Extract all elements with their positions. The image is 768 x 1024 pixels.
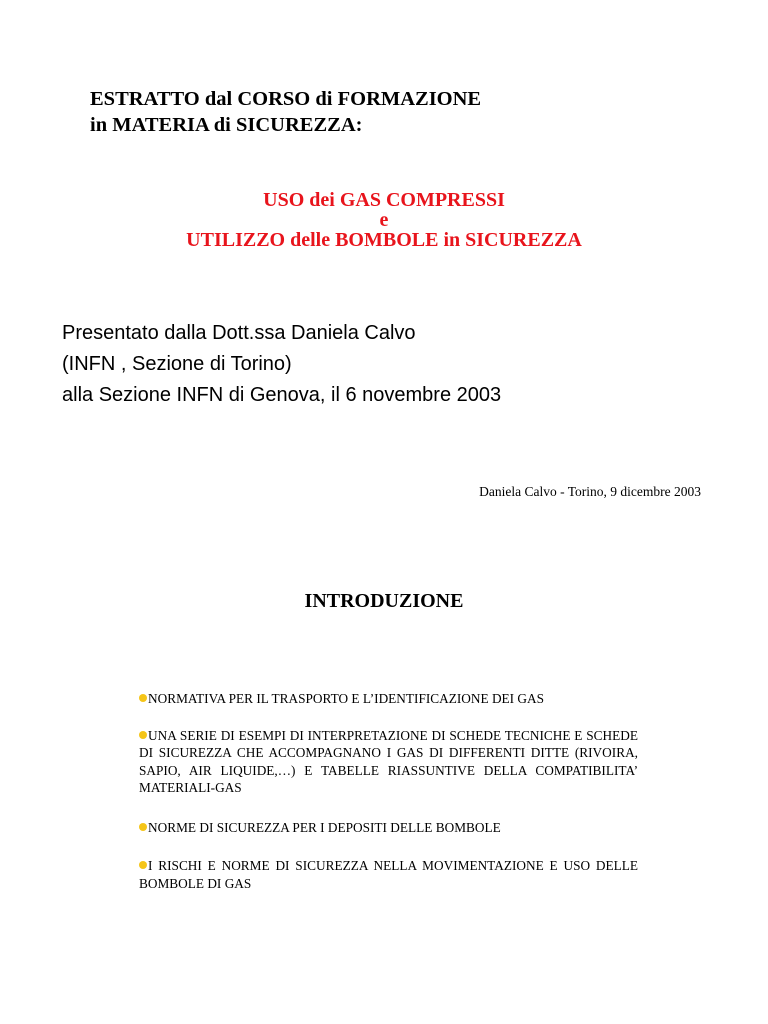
course-title	[0, 190, 768, 250]
header-line: ESTRATTO dal CORSO di FORMAZIONE	[90, 88, 482, 110]
course-title-line: USO dei GAS COMPRESSI	[263, 189, 505, 211]
presenter-line: Presentato dalla Dott.ssa Daniela Calvo	[62, 322, 416, 344]
list-item-text: NORME DI SICUREZZA PER I DEPOSITI DELLE BOMBOLE	[148, 819, 501, 835]
list-item	[139, 690, 638, 708]
introduction-topic-list	[139, 690, 638, 911]
presenter-line: alla Sezione INFN di Genova, il 6 novembre 2003	[62, 384, 502, 406]
presenter-info	[62, 318, 501, 411]
document-header	[90, 86, 481, 138]
list-item	[139, 857, 638, 892]
course-title-line: UTILIZZO delle BOMBOLE in SICUREZZA	[186, 229, 582, 251]
bullet-icon	[139, 694, 147, 702]
list-item	[139, 727, 638, 797]
list-item	[139, 819, 638, 837]
bullet-icon	[139, 731, 147, 739]
list-item-text: UNA SERIE DI ESEMPI DI INTERPRETAZIONE DI SCHEDE TECNICHE E SCHEDE DI SICUREZZA CHE ACCOMPAGNANO I GAS DI DIFFERENTI DITTE (RIVOIRA, SAPIO, AIR LIQUIDE,…) E TABELLE RIASSUNTIVE DELLA COMPATIBILITA’ MATERIALI-GAS	[139, 727, 638, 795]
bullet-icon	[139, 861, 147, 869]
header-line: in MATERIA di SICUREZZA:	[90, 114, 363, 136]
author-date-signature: Daniela Calvo - Torino, 9 dicembre 2003	[479, 484, 701, 499]
list-item-text: I RISCHI E NORME DI SICUREZZA NELLA MOVIMENTAZIONE E USO DELLE BOMBOLE DI GAS	[139, 858, 638, 891]
course-title-line: e	[379, 209, 389, 231]
section-heading: INTRODUZIONE	[304, 590, 464, 612]
bullet-icon	[139, 823, 147, 831]
presenter-line: (INFN , Sezione di Torino)	[62, 353, 292, 375]
list-item-text: NORMATIVA PER IL TRASPORTO E L’IDENTIFICAZIONE DEI GAS	[148, 691, 545, 706]
